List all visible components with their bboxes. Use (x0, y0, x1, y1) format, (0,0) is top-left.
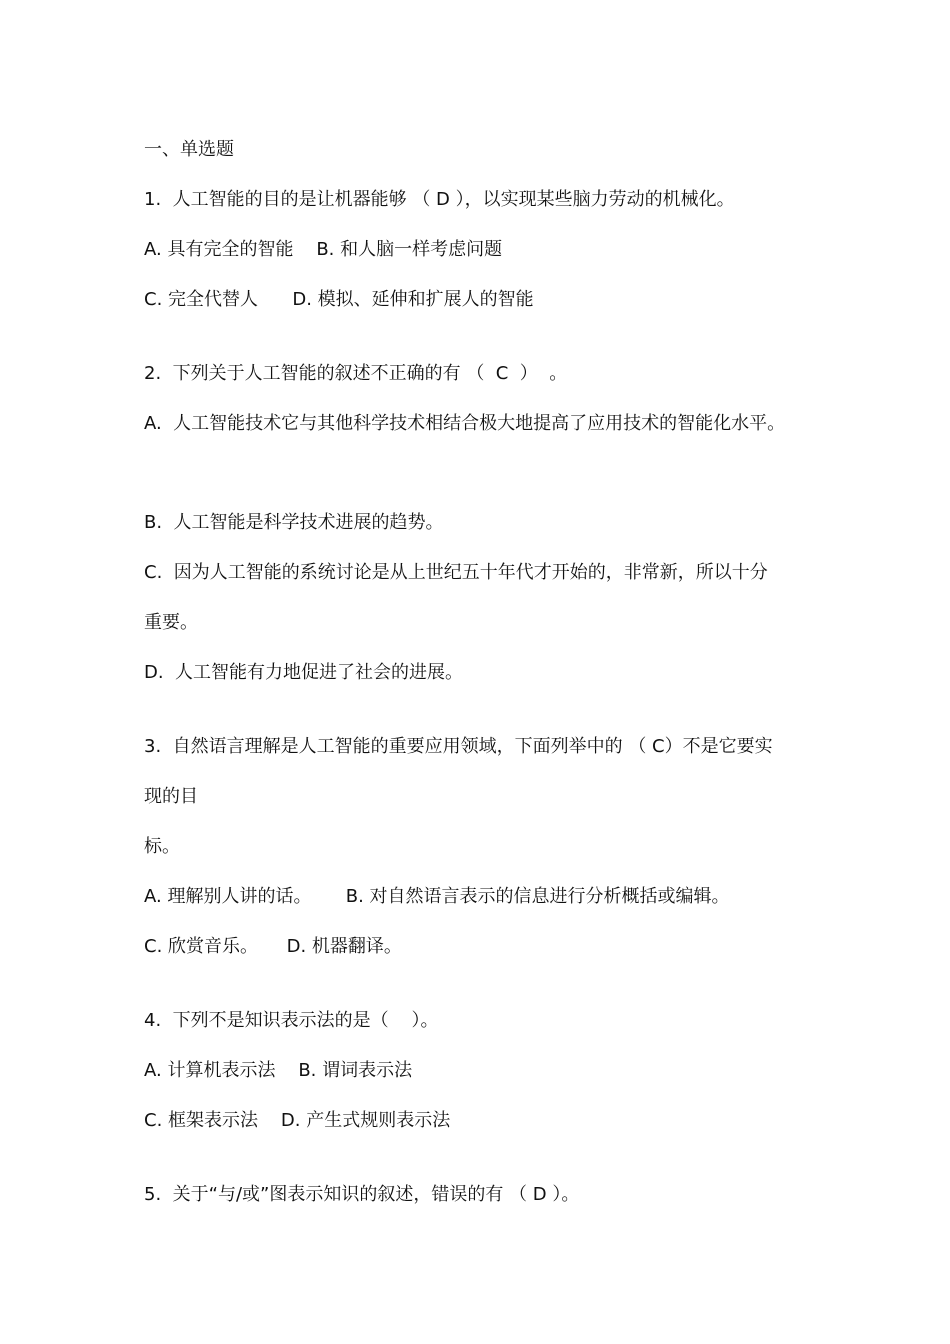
question-2-option-c-continued: 重要。 (144, 612, 198, 633)
question-2-option-b: B. 人工智能是科学技术进展的趋势。 (144, 512, 444, 533)
question-3-option-line-2: C. 欣赏音乐。 D. 机器翻译。 (144, 936, 402, 957)
question-3-option-line-1: A. 理解别人讲的话。 B. 对自然语言表示的信息进行分析概括或编辑。 (144, 886, 730, 907)
question-5-stem: 5. 关于“与/或”图表示知识的叙述，错误的有 （ D ）。 (144, 1184, 580, 1205)
question-3-stem-continued-2: 标。 (144, 836, 180, 857)
question-4-stem: 4. 下列不是知识表示法的是（ ）。 (144, 1010, 439, 1031)
question-1-stem: 1. 人工智能的目的是让机器能够 （ D ），以实现某些脑力劳动的机械化。 (144, 189, 735, 210)
question-1-option-line-1: A. 具有完全的智能 B. 和人脑一样考虑问题 (144, 239, 503, 260)
question-2-option-a: A. 人工智能技术它与其他科学技术相结合极大地提高了应用技术的智能化水平。 (144, 413, 786, 434)
question-3-stem: 3. 自然语言理解是人工智能的重要应用领域，下面列举中的 （ C）不是它要实 (144, 736, 773, 757)
question-4-option-line-2: C. 框架表示法 D. 产生式规则表示法 (144, 1110, 451, 1131)
question-2-stem: 2. 下列关于人工智能的叙述不正确的有 （ C ） 。 (144, 363, 568, 384)
question-4-option-line-1: A. 计算机表示法 B. 谓词表示法 (144, 1060, 413, 1081)
question-2-option-d: D. 人工智能有力地促进了社会的进展。 (144, 662, 464, 683)
question-1-option-line-2: C. 完全代替人 D. 模拟、延伸和扩展人的智能 (144, 289, 534, 310)
question-3-stem-continued-1: 现的目 (144, 786, 198, 807)
section-title: 一、单选题 (144, 139, 234, 160)
question-2-option-c: C. 因为人工智能的系统讨论是从上世纪五十年代才开始的，非常新，所以十分 (144, 562, 768, 583)
